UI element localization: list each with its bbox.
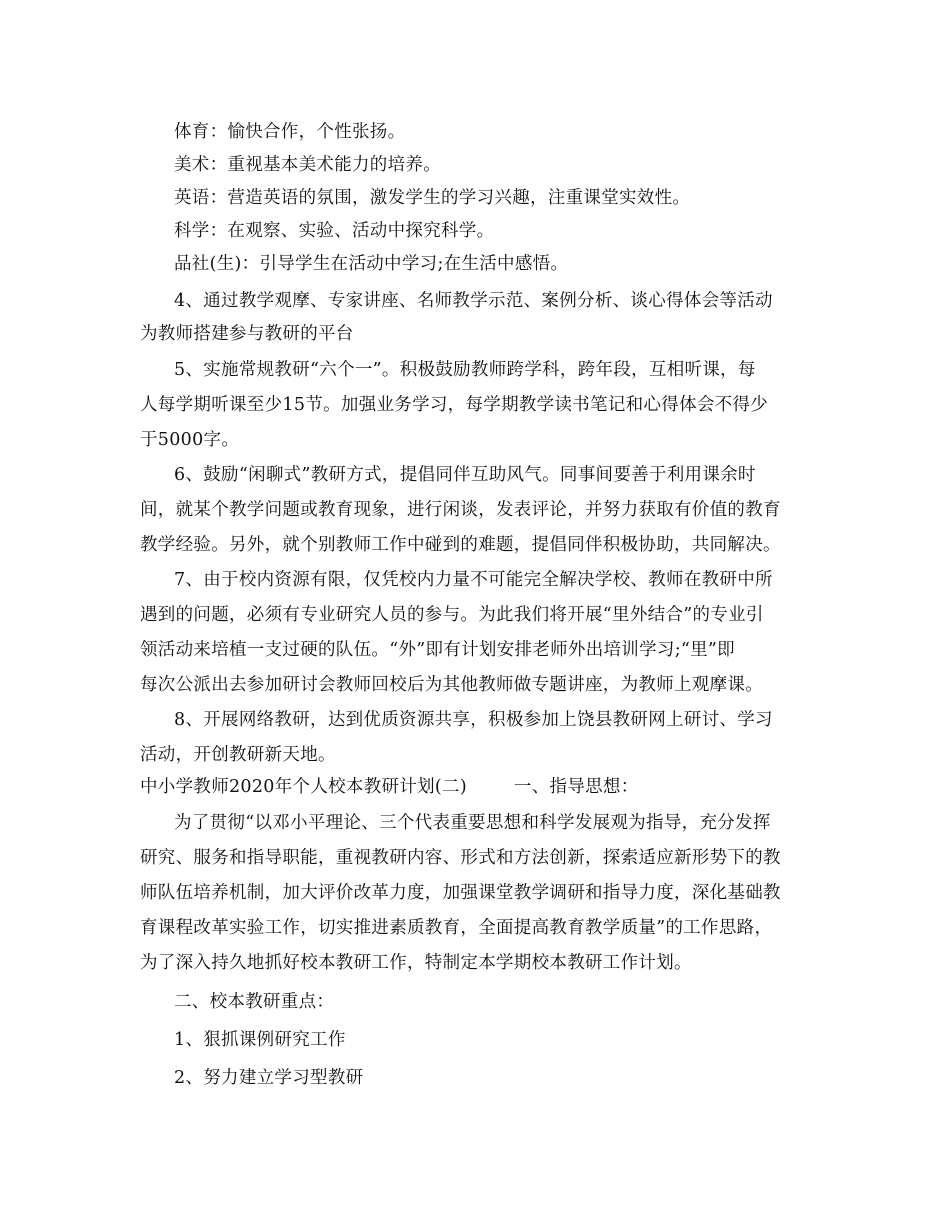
item8-line2: 活动，开创教研新天地。 bbox=[140, 745, 336, 765]
guiding-line4: 育课程改革实验工作，切实推进素质教育，全面提高教育教学质量”的工作思路， bbox=[140, 918, 773, 938]
focus-item-1: 1、狠抓课例研究工作 bbox=[174, 1030, 346, 1050]
guiding-line5: 为了深入持久地抓好校本教研工作，特制定本学期校本教研工作计划。 bbox=[140, 953, 692, 973]
guiding-line1: 为了贯彻“以邓小平理论、三个代表重要思想和科学发展观为指导，充分发挥 bbox=[174, 813, 771, 833]
subject-art: 美术：重视基本美术能力的培养。 bbox=[174, 155, 441, 175]
item4-line1: 4、通过教学观摩、专家讲座、名师教学示范、案例分析、谈心得体会等活动 bbox=[174, 291, 773, 311]
item6-line1: 6、鼓励“闲聊式”教研方式，提倡同伴互助风气。同事间要善于利用课余时 bbox=[174, 465, 756, 485]
item7-line3: 领活动来培植一支过硬的队伍。“外”即有计划安排老师外出培训学习;“里”即 bbox=[140, 640, 735, 660]
item6-line2: 间，就某个教学问题或教育现象，进行闲谈，发表评论，并努力获取有价值的教育 bbox=[140, 500, 781, 520]
item7-line2: 遇到的问题，必须有专业研究人员的参与。为此我们将开展“里外结合”的专业引 bbox=[140, 605, 764, 625]
item6-line3: 教学经验。另外，就个别教师工作中碰到的难题，提倡同伴积极协助，共同解决。 bbox=[140, 535, 781, 555]
item7-line4: 每次公派出去参加研讨会教师回校后为其他教师做专题讲座，为教师上观摩课。 bbox=[140, 675, 763, 695]
section-heading-plan2: 中小学教师2020年个人校本教研计划(二) 一、指导思想： bbox=[140, 777, 639, 797]
guiding-line2: 研究、服务和指导职能，重视教研内容、形式和方法创新，探索适应新形势下的教 bbox=[140, 848, 781, 868]
subject-science: 科学：在观察、实验、活动中探究科学。 bbox=[174, 221, 495, 241]
subject-morality: 品社(生)：引导学生在活动中学习;在生活中感悟。 bbox=[174, 254, 569, 274]
item7-line1: 7、由于校内资源有限，仅凭校内力量不可能完全解决学校、教师在教研中所 bbox=[174, 570, 773, 590]
item5-line1: 5、实施常规教研“六个一”。积极鼓励教师跨学科，跨年段，互相听课，每 bbox=[174, 360, 756, 380]
subject-english: 英语：营造英语的氛围，激发学生的学习兴趣，注重课堂实效性。 bbox=[174, 188, 691, 208]
item4-line2: 为教师搭建参与教研的平台 bbox=[140, 324, 354, 344]
item8-line1: 8、开展网络教研，达到优质资源共享，积极参加上饶县教研网上研讨、学习 bbox=[174, 710, 773, 730]
item5-line2: 人每学期听课至少15节。加强业务学习，每学期教学读书笔记和心得体会不得少 bbox=[140, 395, 769, 415]
subject-pe: 体育：愉快合作，个性张扬。 bbox=[174, 122, 406, 142]
section-heading-focus: 二、校本教研重点： bbox=[174, 992, 335, 1012]
focus-item-2: 2、努力建立学习型教研 bbox=[174, 1068, 364, 1088]
item5-line3: 于5000字。 bbox=[140, 430, 240, 450]
guiding-line3: 师队伍培养机制，加大评价改革力度，加强课堂教学调研和指导力度，深化基础教 bbox=[140, 883, 781, 903]
